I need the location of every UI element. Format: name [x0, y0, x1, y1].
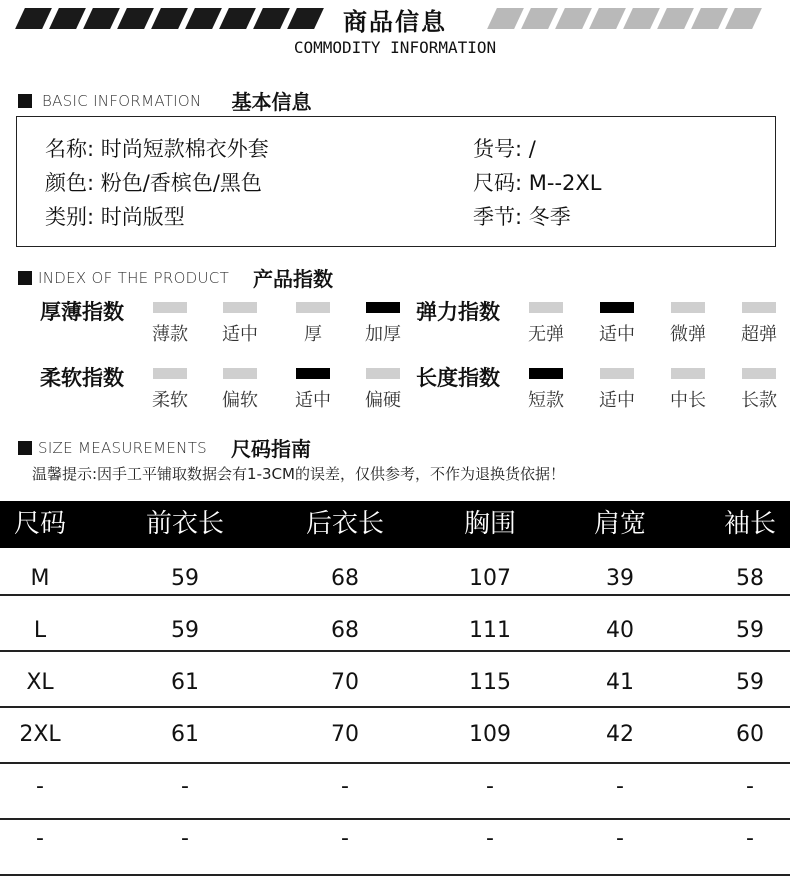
table-cell: M: [30, 566, 50, 591]
table-cell: -: [486, 826, 494, 851]
table-row: [0, 709, 790, 761]
index-option-label: 柔软: [152, 390, 188, 411]
index-label: 厚薄指数: [40, 300, 124, 324]
index-option-label: 偏硬: [365, 390, 401, 411]
table-cell: -: [181, 826, 189, 851]
table-cell: 107: [469, 566, 511, 591]
table-cell: 42: [606, 722, 634, 747]
table-cell: 59: [171, 566, 199, 591]
index-bar: [671, 368, 705, 379]
table-cell: -: [36, 826, 44, 851]
index-bar-selected: [296, 368, 330, 379]
col-header-size: 尺码: [13, 509, 66, 539]
measurement-tip: 温馨提示:因手工平铺取数据会有1-3CM的误差，仅供参考，不作为退换货依据！: [32, 465, 565, 483]
table-cell: 41: [606, 670, 634, 695]
table-cell: 61: [171, 670, 199, 695]
table-cell: 40: [606, 618, 634, 643]
table-cell: 68: [331, 618, 359, 643]
index-option-label: 中长: [670, 390, 706, 411]
product-name: 名称: 时尚短款棉衣外套: [45, 137, 269, 161]
index-label: 长度指数: [416, 366, 500, 390]
page-title: 商品信息: [343, 8, 447, 36]
table-row: [0, 657, 790, 709]
index-option-label: 超弹: [741, 324, 777, 345]
table-cell: 2XL: [19, 722, 61, 747]
table-cell: 59: [171, 618, 199, 643]
table-cell: -: [616, 826, 624, 851]
table-cell: 70: [331, 670, 359, 695]
table-cell: 68: [331, 566, 359, 591]
table-cell: -: [746, 774, 754, 799]
index-option-label: 适中: [222, 324, 258, 345]
square-bullet-icon: [18, 94, 32, 108]
row-divider: [0, 650, 790, 652]
index-bar: [153, 368, 187, 379]
table-row: [0, 553, 790, 605]
square-bullet-icon: [18, 441, 32, 455]
table-cell: L: [33, 618, 47, 643]
col-header-back-length: 后衣长: [305, 509, 384, 539]
product-index-heading-en: INDEX OF THE PRODUCT: [38, 268, 230, 287]
table-cell: -: [341, 826, 349, 851]
index-bar: [223, 368, 257, 379]
table-cell: XL: [26, 670, 54, 695]
index-bar: [366, 368, 400, 379]
table-cell: -: [36, 774, 44, 799]
index-option-label: 加厚: [365, 324, 401, 345]
index-bar: [742, 302, 776, 313]
index-option-label: 长款: [741, 390, 777, 411]
size-heading: [18, 433, 311, 462]
size-heading-cn: 尺码指南: [230, 437, 311, 461]
row-divider: [0, 706, 790, 708]
product-size-range: 尺码: M--2XL: [473, 171, 602, 195]
col-header-sleeve: 袖长: [723, 509, 776, 539]
index-option-label: 适中: [599, 390, 635, 411]
index-label: 弹力指数: [416, 300, 500, 324]
table-row: [0, 761, 790, 813]
square-bullet-icon: [18, 271, 32, 285]
size-table-header: [0, 501, 790, 548]
table-cell: 58: [736, 566, 764, 591]
page-subtitle: COMMODITY INFORMATION: [293, 38, 497, 57]
table-cell: 59: [736, 670, 764, 695]
col-header-front-length: 前衣长: [145, 509, 224, 539]
table-cell: 39: [606, 566, 634, 591]
table-cell: -: [341, 774, 349, 799]
product-season: 季节: 冬季: [473, 205, 571, 229]
table-cell: 115: [469, 670, 511, 695]
index-bar: [223, 302, 257, 313]
table-cell: 61: [171, 722, 199, 747]
index-option-label: 偏软: [222, 390, 258, 411]
index-bar-selected: [600, 302, 634, 313]
index-option-label: 微弹: [670, 324, 706, 345]
index-option-label: 适中: [599, 324, 635, 345]
row-divider: [0, 594, 790, 596]
basic-info-heading-en: BASIC INFORMATION: [42, 91, 202, 110]
product-index-heading-cn: 产品指数: [253, 267, 334, 291]
col-header-chest: 胸围: [463, 509, 516, 539]
index-bar: [529, 302, 563, 313]
table-cell: -: [616, 774, 624, 799]
index-bar-selected: [366, 302, 400, 313]
row-divider: [0, 874, 790, 876]
index-bar-selected: [529, 368, 563, 379]
table-row: [0, 813, 790, 865]
product-category: 类别: 时尚版型: [45, 205, 185, 229]
index-bar: [742, 368, 776, 379]
index-option-label: 薄款: [152, 324, 188, 345]
table-cell: -: [486, 774, 494, 799]
index-bar: [153, 302, 187, 313]
index-bar: [600, 368, 634, 379]
index-bar: [296, 302, 330, 313]
table-cell: 60: [736, 722, 764, 747]
index-label: 柔软指数: [40, 366, 124, 390]
index-option-label: 短款: [528, 390, 564, 411]
index-option-label: 无弹: [528, 324, 564, 345]
table-cell: -: [181, 774, 189, 799]
table-cell: 109: [469, 722, 511, 747]
product-index-heading: [18, 263, 333, 292]
size-heading-en: SIZE MEASUREMENTS: [38, 438, 207, 457]
product-color: 颜色: 粉色/香槟色/黑色: [45, 171, 262, 195]
table-cell: -: [746, 826, 754, 851]
table-cell: 70: [331, 722, 359, 747]
index-bar: [671, 302, 705, 313]
basic-info-heading: [18, 86, 312, 115]
product-sku: 货号: /: [473, 137, 536, 161]
table-cell: 111: [469, 618, 511, 643]
table-cell: 59: [736, 618, 764, 643]
basic-info-heading-cn: 基本信息: [231, 90, 312, 114]
col-header-shoulder: 肩宽: [593, 509, 646, 539]
index-option-label: 厚: [304, 324, 322, 345]
index-option-label: 适中: [295, 390, 331, 411]
